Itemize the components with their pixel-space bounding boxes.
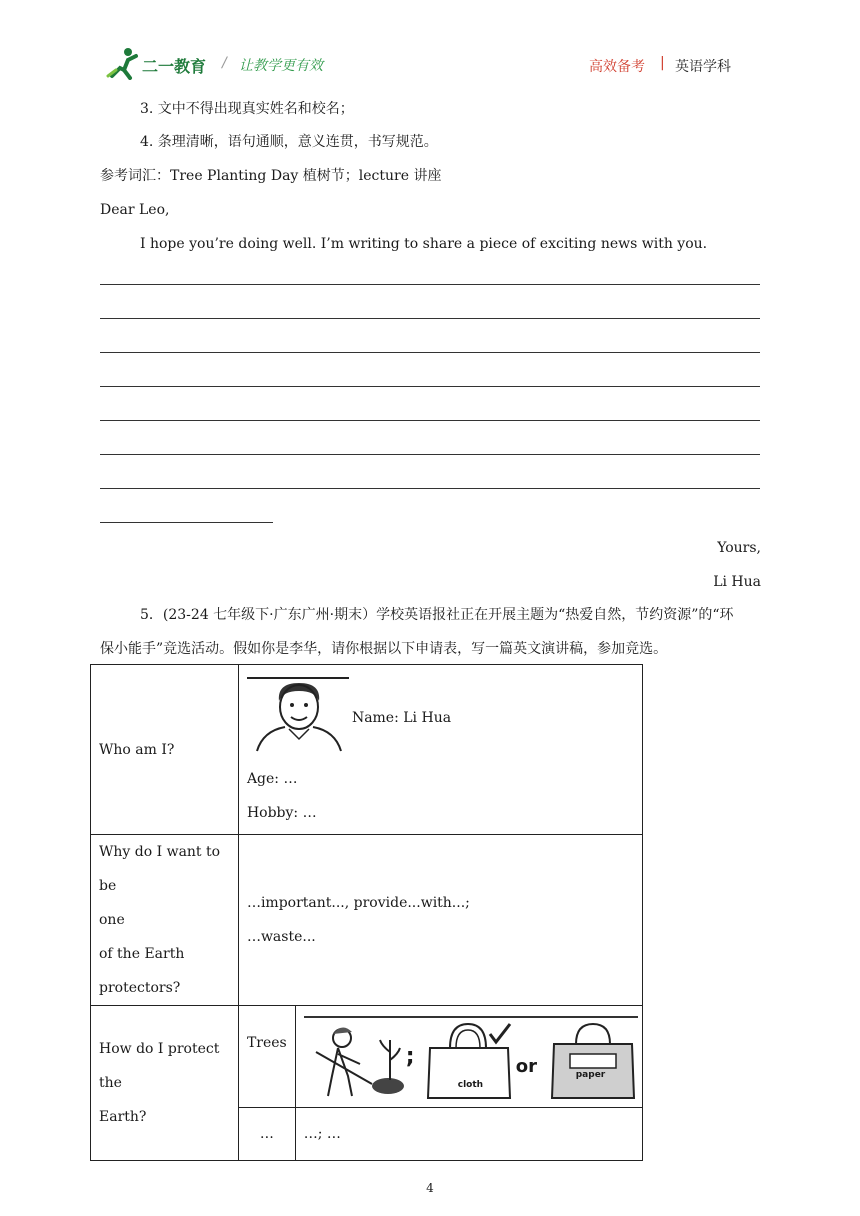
writing-line[interactable] — [100, 284, 760, 285]
question-5-line-1: 5．(23-24 七年级下·广东广州·期末）学校英语报社正在开展主题为“热爱自然，节约资源”的“环 — [140, 607, 734, 623]
label-why: Why do I want to be one of the Earth protectors? — [91, 835, 239, 1006]
table-row-who — [91, 665, 643, 835]
question-5-line-2: 保小能手”竞选活动。假如你是李华，请你根据以下申请表，写一篇英文演讲稿，参加竞选。 — [100, 641, 668, 657]
applicant-age: Age: … — [246, 771, 298, 787]
illustration-top-line — [304, 1016, 638, 1018]
writing-line[interactable] — [100, 420, 760, 421]
slogan: 让教学更有效 — [239, 58, 323, 74]
header-logo: 二一教育 / 让教学更有效 — [106, 46, 346, 80]
semicolon-mark: ; — [405, 1044, 415, 1069]
letter-closing: Yours, — [717, 540, 761, 556]
why-content-cell: …important..., provide...with...; …waste... — [238, 835, 642, 1006]
letter-opening: I hope you’re doing well. I’m writing to share a piece of exciting news with you. — [140, 236, 708, 252]
label-who-am-i: Who am I? — [91, 665, 239, 835]
table-row-how-trees — [91, 1006, 643, 1108]
letter-signature: Li Hua — [713, 574, 761, 590]
cloth-bag-label: cloth — [457, 1080, 484, 1090]
table-row-why — [91, 835, 643, 1006]
writing-line[interactable] — [100, 386, 760, 387]
header-separator: | — [660, 55, 665, 71]
other-content-cell: …; … — [295, 1108, 642, 1161]
letter-greeting: Dear Leo, — [100, 202, 170, 218]
label-how: How do I protect the Earth? — [91, 1006, 239, 1161]
applicant-hobby: Hobby: … — [246, 805, 317, 821]
application-form-table — [90, 664, 643, 1161]
applicant-name: Name: Li Hua — [351, 710, 452, 726]
paper-bag-label: paper — [575, 1070, 606, 1080]
sub-label-other: … — [238, 1108, 295, 1161]
trees-illustration-cell — [295, 1006, 642, 1108]
page-number: 4 — [426, 1181, 434, 1195]
sub-label-trees: Trees — [238, 1006, 295, 1108]
who-content-cell — [238, 665, 642, 835]
writing-line[interactable] — [100, 454, 760, 455]
header-exam-label: 高效备考 — [589, 59, 645, 75]
requirement-4: 4. 条理清晰，语句通顺，意义连贯，书写规范。 — [140, 134, 438, 150]
writing-line[interactable] — [100, 318, 760, 319]
logo-text: 二一教育 — [142, 57, 207, 76]
runner-logo-icon — [106, 46, 140, 80]
boy-portrait-icon — [249, 679, 349, 753]
or-text: or — [515, 1056, 537, 1077]
header-subject-label: 英语学科 — [675, 59, 731, 75]
writing-line[interactable] — [100, 352, 760, 353]
writing-line[interactable] — [100, 488, 760, 489]
writing-line-short[interactable] — [100, 522, 273, 523]
requirement-3: 3. 文中不得出现真实姓名和校名； — [140, 101, 354, 117]
planting-tree-icon — [308, 1020, 420, 1100]
reference-vocabulary: 参考词汇：Tree Planting Day 植树节；lecture 讲座 — [100, 168, 442, 184]
